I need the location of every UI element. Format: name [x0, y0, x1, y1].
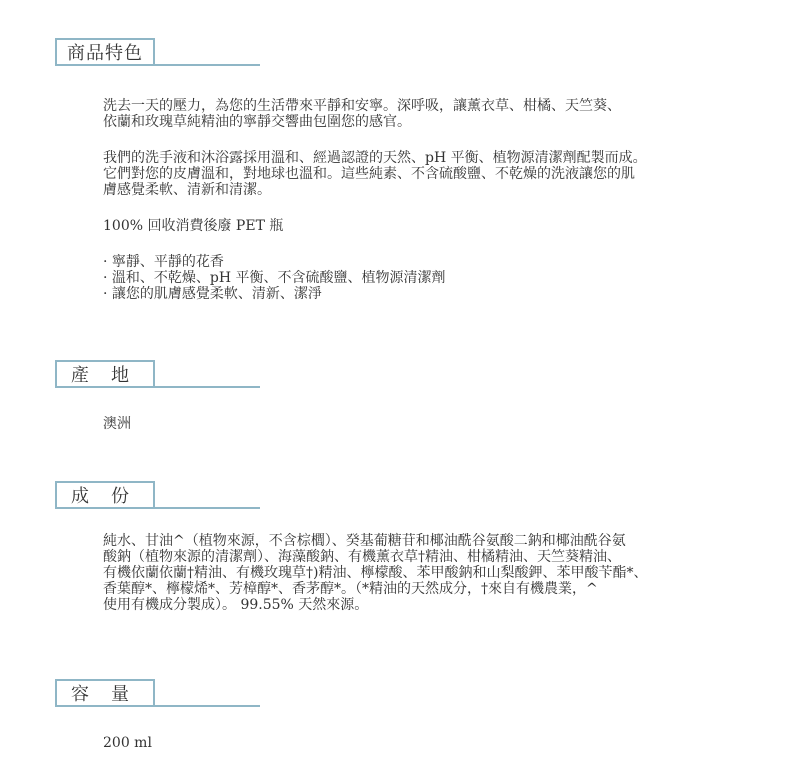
features-para2-line2: 它們對您的皮膚溫和，對地球也溫和。這些純素、不含硫酸鹽、不乾燥的洗液讓您的肌: [103, 166, 635, 182]
features-divider: [55, 64, 260, 66]
origin-section: [55, 360, 775, 432]
ingredients-text: [103, 533, 775, 613]
volume-value: 200 ml: [103, 735, 152, 751]
ingredients-line1: 純水、甘油^（植物來源，不含棕櫚）、癸基葡糖苷和椰油酰谷氨酸二鈉和椰油酰谷氨: [103, 533, 626, 549]
features-para2-line3: 膚感覺柔軟、清新和清潔。: [103, 182, 271, 198]
origin-divider: [55, 386, 260, 388]
features-bullet-item: · 讓您的肌膚感覺柔軟、清新、潔淨: [103, 286, 322, 302]
volume-content: [103, 735, 775, 751]
features-section: [55, 38, 775, 302]
volume-header: [55, 679, 775, 713]
volume-divider: [55, 705, 260, 707]
features-heading: 商品特色: [55, 38, 155, 66]
origin-header: [55, 360, 775, 394]
features-recycle-note: 100% 回收消費後廢 PET 瓶: [103, 218, 284, 234]
origin-heading: 產地: [55, 360, 155, 388]
volume-heading: 容量: [55, 679, 155, 707]
ingredients-heading: 成份: [55, 481, 155, 509]
features-para2-line1: 我們的洗手液和沐浴露採用溫和、經過認證的天然、pH 平衡、植物源清潔劑配製而成。: [103, 150, 647, 166]
ingredients-line4: 香葉醇*、檸檬烯*、芳樟醇*、香茅醇*。（*精油的天然成分，†來自有機農業，^: [103, 581, 598, 597]
ingredients-divider: [55, 507, 260, 509]
features-paragraph-2: [103, 150, 775, 198]
features-header: [55, 38, 775, 72]
origin-content: [103, 416, 775, 432]
features-para1-line2: 依蘭和玫瑰草純精油的寧靜交響曲包圍您的感官。: [103, 114, 411, 130]
features-bullet-item: · 寧靜、平靜的花香: [103, 254, 224, 270]
features-para1-line1: 洗去一天的壓力，為您的生活帶來平靜和安寧。深呼吸，讓薰衣草、柑橘、天竺葵、: [103, 98, 621, 114]
volume-section: [55, 679, 775, 751]
ingredients-header: [55, 481, 775, 515]
origin-value: 澳洲: [103, 416, 131, 432]
features-paragraph-1: [103, 98, 775, 130]
ingredients-line5: 使用有機成分製成）。 99.55% 天然來源。: [103, 597, 369, 613]
features-content: [103, 98, 775, 302]
ingredients-line2: 酸鈉（植物來源的清潔劑）、海藻酸鈉、有機薰衣草†精油、柑橘精油、天竺葵精油、: [103, 549, 621, 565]
ingredients-line3: 有機依蘭依蘭†精油、有機玫瑰草†)精油、檸檬酸、苯甲酸鈉和山梨酸鉀、苯甲酸苄酯*、: [103, 565, 648, 581]
features-bullet-list: [103, 254, 775, 302]
ingredients-content: [103, 533, 775, 613]
ingredients-section: [55, 481, 775, 613]
features-bullet-item: · 溫和、不乾燥、pH 平衡、不含硫酸鹽、植物源清潔劑: [103, 270, 446, 286]
